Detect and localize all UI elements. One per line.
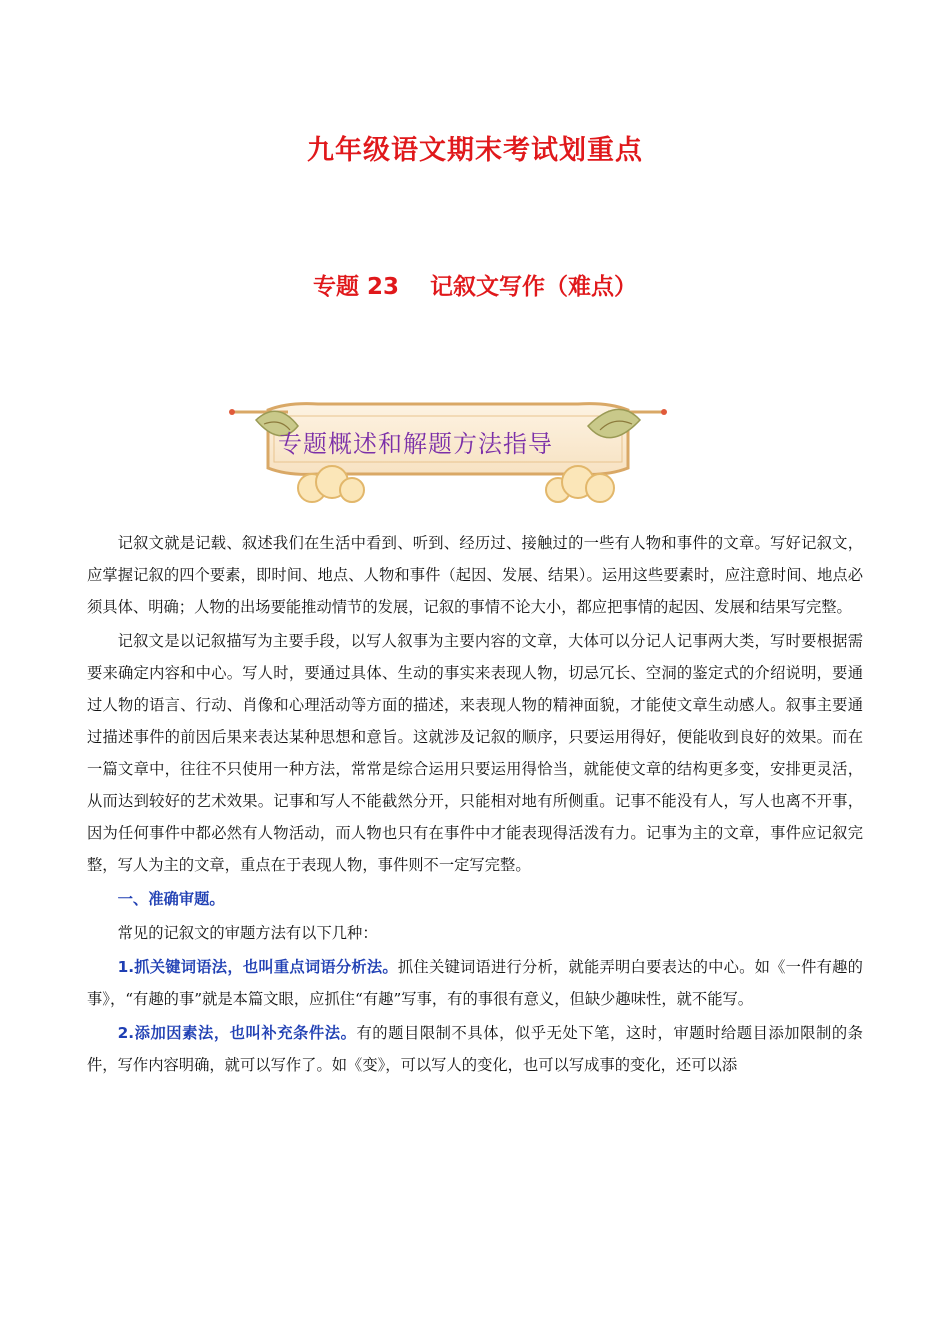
paragraph-methods-intro: 常见的记叙文的审题方法有以下几种： (117, 924, 378, 942)
list-item-add-factor-method (87, 1017, 863, 1081)
list-item-label: 2.添加因素法，也叫补充条件法。 (117, 1024, 357, 1042)
banner-heading: 专题概述和解题方法指导 (278, 430, 553, 458)
list-item-text: 抓住关键词语进行分析，就能弄明白要表达的中心。如《一件有趣的事》，“有趣的事”就是本篇文眼，应抓住“有趣”写事，有的事很有意义，但缺少趣味性，就不能写。 (87, 958, 863, 1008)
document-body (87, 527, 863, 1083)
section-heading-accurate-topic: 一、准确审题。 (117, 890, 225, 908)
paragraph-narrative-methods: 记叙文是以记叙描写为主要手段，以写人叙事为主要内容的文章，大体可以分记人记事两大类，写时要根据需要来确定内容和中心。写人时，要通过具体、生动的事实来表现人物，切忌冗长、空洞的鉴定式的介绍说明，要通过人物的语言、行动、肖像和心理活动等方面的描述，来表现人物的精神面貌，才能使文章生动感人。叙事主要通过描述事件的前因后果来表达某种思想和意旨。这就涉及记叙的顺序，只要运用得好，便能收到良好的效果。而在一篇文章中，往往不只使用一种方法，常常是综合运用只要运用得恰当，就能使文章的结构更多变，安排更灵活，从而达到较好的艺术效果。记事和写人不能截然分开，只能相对地有所侧重。记事不能没有人，写人也离不开事，因为任何事件中都必然有人物活动，而人物也只有在事件中才能表现得活泼有力。记事为主的文章，事件应记叙完整，写人为主的文章，重点在于表现人物，事件则不一定写完整。 (87, 632, 863, 874)
document-subtitle: 专题 23 记叙文写作（难点） (312, 274, 638, 300)
list-item-keyword-method (87, 951, 863, 1015)
list-item-label: 1.抓关键词语法，也叫重点词语分析法。 (117, 958, 398, 976)
paragraph-intro: 记叙文就是记载、叙述我们在生活中看到、听到、经历过、接触过的一些有人物和事件的文章。写好记叙文，应掌握记叙的四个要素，即时间、地点、人物和事件（起因、发展、结果）。运用这些要素时，应注意时间、地点必须具体、明确；人物的出场要能推动情节的发展，记叙的事情不论大小，都应把事情的起因、发展和结果写完整。 (87, 534, 863, 616)
list-item-text: 有的题目限制不具体，似乎无处下笔，这时，审题时给题目添加限制的条件，写作内容明确，就可以写作了。如《变》，可以写人的变化，也可以写成事的变化，还可以添 (87, 1024, 863, 1074)
document-title: 九年级语文期末考试划重点 (307, 135, 643, 166)
